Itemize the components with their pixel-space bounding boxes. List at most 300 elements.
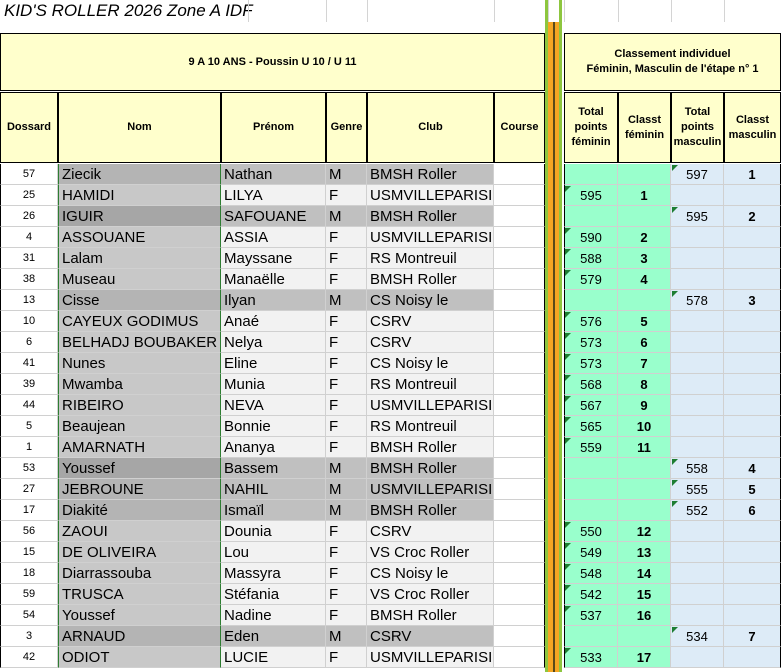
cell-genre[interactable]: F — [326, 374, 367, 395]
cell-classt-masculin[interactable] — [724, 353, 781, 374]
cell-total-feminin[interactable] — [564, 164, 618, 185]
cell-indicator-icon — [565, 438, 571, 444]
cell-prenom[interactable]: LUCIE — [221, 647, 326, 668]
cell-genre[interactable]: M — [326, 164, 367, 185]
cell-course[interactable] — [494, 521, 545, 542]
cell-nom[interactable]: Diakité — [58, 500, 221, 521]
cell-classt-masculin[interactable] — [724, 416, 781, 437]
cell-dossard[interactable]: 10 — [0, 311, 58, 332]
cell-prenom[interactable]: Ilyan — [221, 290, 326, 311]
cell-course[interactable] — [494, 311, 545, 332]
cell-classt-feminin[interactable] — [618, 164, 671, 185]
cell-total-feminin[interactable]: 542 — [564, 584, 618, 605]
cell-club[interactable]: BMSH Roller — [367, 164, 494, 185]
cell-course[interactable] — [494, 353, 545, 374]
cell-genre[interactable]: F — [326, 437, 367, 458]
cell-genre[interactable]: F — [326, 584, 367, 605]
cell-total-feminin[interactable]: 576 — [564, 311, 618, 332]
cell-course[interactable] — [494, 374, 545, 395]
cell-total-masculin[interactable] — [671, 353, 724, 374]
cell-genre[interactable]: F — [326, 227, 367, 248]
cell-indicator-icon — [565, 522, 571, 528]
cell-genre[interactable]: F — [326, 311, 367, 332]
cell-genre[interactable]: F — [326, 542, 367, 563]
cell-total-feminin[interactable] — [564, 626, 618, 647]
cell-course[interactable] — [494, 605, 545, 626]
header-club-text: Club — [418, 121, 443, 133]
cell-classt-masculin[interactable] — [724, 248, 781, 269]
header-genre-text: Genre — [330, 121, 363, 133]
cell-total-masculin[interactable] — [671, 227, 724, 248]
cell-classt-masculin[interactable]: 5 — [724, 479, 781, 500]
cell-nom[interactable]: ARNAUD — [58, 626, 221, 647]
cell-course[interactable] — [494, 185, 545, 206]
header-classt-feminin[interactable] — [618, 92, 671, 163]
cell-total-masculin[interactable]: 595 — [671, 206, 724, 227]
cell-total-feminin[interactable]: 588 — [564, 248, 618, 269]
cell-course[interactable] — [494, 332, 545, 353]
cell-total-masculin[interactable] — [671, 395, 724, 416]
cell-classt-masculin[interactable]: 4 — [724, 458, 781, 479]
cell-course[interactable] — [494, 647, 545, 668]
cell-genre[interactable]: F — [326, 395, 367, 416]
cell-club[interactable]: CSRV — [367, 626, 494, 647]
cell-classt-masculin[interactable]: 3 — [724, 290, 781, 311]
cell-classt-masculin[interactable]: 6 — [724, 500, 781, 521]
cell-total-feminin[interactable]: 579 — [564, 269, 618, 290]
cell-classt-feminin[interactable]: 17 — [618, 647, 671, 668]
cell-club[interactable]: RS Montreuil — [367, 416, 494, 437]
cell-prenom[interactable]: LILYA — [221, 185, 326, 206]
cell-dossard[interactable]: 54 — [0, 605, 58, 626]
cell-prenom[interactable]: Nadine — [221, 605, 326, 626]
cell-nom[interactable]: ASSOUANE — [58, 227, 221, 248]
cell-nom[interactable]: Lalam — [58, 248, 221, 269]
cell-dossard[interactable]: 18 — [0, 563, 58, 584]
header-total-feminin-line: féminin — [571, 136, 611, 148]
cell-nom[interactable]: Cisse — [58, 290, 221, 311]
cell-prenom[interactable]: Bassem — [221, 458, 326, 479]
cell-nom[interactable]: TRUSCA — [58, 584, 221, 605]
cell-genre[interactable]: M — [326, 479, 367, 500]
cell-classt-feminin[interactable] — [618, 206, 671, 227]
cell-total-masculin[interactable]: 558 — [671, 458, 724, 479]
cell-club[interactable]: BMSH Roller — [367, 500, 494, 521]
cell-classt-feminin[interactable]: 14 — [618, 563, 671, 584]
sheet-title[interactable]: KID'S ROLLER 2026 Zone A IDF — [4, 1, 253, 20]
column-separator — [559, 0, 562, 22]
cell-prenom[interactable]: SAFOUANE — [221, 206, 326, 227]
cell-classt-feminin[interactable]: 1 — [618, 185, 671, 206]
cell-classt-masculin[interactable] — [724, 374, 781, 395]
cell-course[interactable] — [494, 416, 545, 437]
cell-club[interactable]: USMVILLEPARISI — [367, 227, 494, 248]
cell-course[interactable] — [494, 164, 545, 185]
cell-indicator-icon — [672, 207, 678, 213]
cell-classt-feminin[interactable]: 4 — [618, 269, 671, 290]
cell-classt-masculin[interactable] — [724, 647, 781, 668]
cell-indicator-icon — [672, 291, 678, 297]
cell-prenom[interactable]: Eden — [221, 626, 326, 647]
cell-dossard[interactable]: 27 — [0, 479, 58, 500]
cell-course[interactable] — [494, 395, 545, 416]
cell-nom[interactable]: CAYEUX GODIMUS — [58, 311, 221, 332]
cell-course[interactable] — [494, 563, 545, 584]
cell-prenom[interactable]: Lou — [221, 542, 326, 563]
cell-classt-feminin[interactable]: 10 — [618, 416, 671, 437]
cell-classt-masculin[interactable] — [724, 563, 781, 584]
cell-classt-masculin[interactable] — [724, 332, 781, 353]
cell-dossard[interactable]: 15 — [0, 542, 58, 563]
cell-nom[interactable]: Nunes — [58, 353, 221, 374]
cell-genre[interactable]: F — [326, 269, 367, 290]
cell-total-feminin[interactable]: 573 — [564, 332, 618, 353]
gridline — [564, 0, 565, 22]
cell-genre[interactable]: M — [326, 290, 367, 311]
cell-total-feminin[interactable]: 549 — [564, 542, 618, 563]
cell-classt-feminin[interactable]: 2 — [618, 227, 671, 248]
cell-classt-masculin[interactable]: 2 — [724, 206, 781, 227]
cell-classt-masculin[interactable] — [724, 542, 781, 563]
cell-total-masculin[interactable] — [671, 311, 724, 332]
cell-classt-feminin[interactable]: 5 — [618, 311, 671, 332]
header-classt-masculin[interactable] — [724, 92, 781, 163]
cell-prenom[interactable]: ASSIA — [221, 227, 326, 248]
cell-club[interactable]: BMSH Roller — [367, 458, 494, 479]
cell-nom[interactable]: Diarrassouba — [58, 563, 221, 584]
gridline — [494, 0, 495, 22]
cell-total-feminin[interactable] — [564, 500, 618, 521]
cell-dossard[interactable]: 1 — [0, 437, 58, 458]
cell-dossard[interactable]: 13 — [0, 290, 58, 311]
cell-classt-masculin[interactable] — [724, 521, 781, 542]
cell-dossard[interactable]: 38 — [0, 269, 58, 290]
cell-indicator-icon — [565, 585, 571, 591]
cell-total-masculin[interactable] — [671, 521, 724, 542]
cell-course[interactable] — [494, 458, 545, 479]
cell-indicator-icon — [565, 333, 571, 339]
cell-club[interactable]: BMSH Roller — [367, 206, 494, 227]
cell-nom[interactable]: JEBROUNE — [58, 479, 221, 500]
cell-indicator-icon — [565, 186, 571, 192]
cell-prenom[interactable]: Massyra — [221, 563, 326, 584]
cell-classt-feminin[interactable]: 8 — [618, 374, 671, 395]
cell-nom[interactable]: Youssef — [58, 458, 221, 479]
cell-club[interactable]: CS Noisy le — [367, 353, 494, 374]
cell-club[interactable]: BMSH Roller — [367, 437, 494, 458]
cell-total-masculin[interactable] — [671, 374, 724, 395]
cell-dossard[interactable]: 42 — [0, 647, 58, 668]
cell-total-masculin[interactable] — [671, 185, 724, 206]
cell-total-feminin[interactable]: 559 — [564, 437, 618, 458]
cell-genre[interactable]: M — [326, 206, 367, 227]
header-total-masculin-line: Total — [684, 106, 711, 118]
gridline — [326, 0, 327, 22]
cell-dossard[interactable]: 26 — [0, 206, 58, 227]
header-classt-feminin-line: féminin — [624, 128, 665, 141]
cell-indicator-icon — [565, 648, 571, 654]
cell-club[interactable]: CSRV — [367, 311, 494, 332]
cell-classt-feminin[interactable] — [618, 626, 671, 647]
cell-prenom[interactable]: Anaé — [221, 311, 326, 332]
cell-prenom[interactable]: NAHIL — [221, 479, 326, 500]
cell-total-masculin[interactable] — [671, 332, 724, 353]
cell-indicator-icon — [672, 501, 678, 507]
cell-nom[interactable]: ODIOT — [58, 647, 221, 668]
cell-prenom[interactable]: NEVA — [221, 395, 326, 416]
cell-club[interactable]: BMSH Roller — [367, 605, 494, 626]
header-classt-masculin-line: masculin — [728, 128, 777, 141]
category-header[interactable] — [0, 33, 545, 91]
cell-total-feminin[interactable] — [564, 458, 618, 479]
cell-total-masculin[interactable] — [671, 437, 724, 458]
cell-genre[interactable]: F — [326, 521, 367, 542]
cell-classt-masculin[interactable] — [724, 395, 781, 416]
cell-total-feminin[interactable] — [564, 206, 618, 227]
cell-course[interactable] — [494, 479, 545, 500]
cell-indicator-icon — [672, 627, 678, 633]
cell-genre[interactable]: M — [326, 500, 367, 521]
cell-dossard[interactable]: 44 — [0, 395, 58, 416]
cell-club[interactable]: CS Noisy le — [367, 563, 494, 584]
gridline — [548, 0, 549, 22]
cell-dossard[interactable]: 25 — [0, 185, 58, 206]
cell-course[interactable] — [494, 269, 545, 290]
header-prenom-text: Prénom — [253, 121, 294, 133]
cell-classt-feminin[interactable]: 16 — [618, 605, 671, 626]
cell-total-feminin[interactable]: 568 — [564, 374, 618, 395]
cell-dossard[interactable]: 57 — [0, 164, 58, 185]
cell-dossard[interactable]: 53 — [0, 458, 58, 479]
cell-dossard[interactable]: 17 — [0, 500, 58, 521]
cell-classt-masculin[interactable] — [724, 269, 781, 290]
cell-prenom[interactable]: Nelya — [221, 332, 326, 353]
cell-dossard[interactable]: 3 — [0, 626, 58, 647]
cell-total-masculin[interactable] — [671, 605, 724, 626]
cell-course[interactable] — [494, 206, 545, 227]
category-header-text: 9 A 10 ANS - Poussin U 10 / U 11 — [188, 55, 357, 68]
ranking-header[interactable] — [564, 33, 781, 91]
cell-genre[interactable]: F — [326, 563, 367, 584]
gridline — [671, 0, 672, 22]
cell-total-masculin[interactable] — [671, 647, 724, 668]
cell-club[interactable]: RS Montreuil — [367, 248, 494, 269]
header-dossard[interactable] — [0, 92, 58, 163]
gridline — [248, 0, 249, 22]
cell-prenom[interactable]: Ananya — [221, 437, 326, 458]
cell-total-feminin[interactable] — [564, 290, 618, 311]
cell-genre[interactable]: F — [326, 332, 367, 353]
cell-genre[interactable]: F — [326, 647, 367, 668]
cell-club[interactable]: CS Noisy le — [367, 290, 494, 311]
cell-genre[interactable]: F — [326, 353, 367, 374]
cell-club[interactable]: VS Croc Roller — [367, 584, 494, 605]
cell-club[interactable]: USMVILLEPARISI — [367, 647, 494, 668]
cell-genre[interactable]: M — [326, 458, 367, 479]
header-genre[interactable] — [326, 92, 367, 163]
cell-prenom[interactable]: Munia — [221, 374, 326, 395]
cell-prenom[interactable]: Eline — [221, 353, 326, 374]
cell-nom[interactable]: Beaujean — [58, 416, 221, 437]
cell-course[interactable] — [494, 626, 545, 647]
header-classt-masculin-line: Classt — [735, 113, 770, 126]
cell-prenom[interactable]: Stéfania — [221, 584, 326, 605]
cell-classt-feminin[interactable] — [618, 458, 671, 479]
cell-club[interactable]: CSRV — [367, 521, 494, 542]
cell-total-masculin[interactable] — [671, 584, 724, 605]
cell-genre[interactable]: F — [326, 185, 367, 206]
cell-classt-feminin[interactable]: 12 — [618, 521, 671, 542]
cell-total-feminin[interactable]: 590 — [564, 227, 618, 248]
cell-classt-masculin[interactable] — [724, 227, 781, 248]
cell-total-masculin[interactable] — [671, 416, 724, 437]
cell-prenom[interactable]: Mayssane — [221, 248, 326, 269]
cell-dossard[interactable]: 41 — [0, 353, 58, 374]
cell-total-feminin[interactable]: 548 — [564, 563, 618, 584]
cell-indicator-icon — [565, 606, 571, 612]
cell-nom[interactable]: Ziecik — [58, 164, 221, 185]
header-total-masculin[interactable] — [671, 92, 724, 163]
header-nom[interactable] — [58, 92, 221, 163]
cell-prenom[interactable]: Nathan — [221, 164, 326, 185]
cell-course[interactable] — [494, 437, 545, 458]
header-total-masculin-line: masculin — [673, 136, 722, 148]
cell-nom[interactable]: HAMIDI — [58, 185, 221, 206]
cell-course[interactable] — [494, 248, 545, 269]
cell-course[interactable] — [494, 584, 545, 605]
cell-club[interactable]: USMVILLEPARISI — [367, 395, 494, 416]
cell-course[interactable] — [494, 500, 545, 521]
cell-club[interactable]: RS Montreuil — [367, 374, 494, 395]
cell-indicator-icon — [672, 459, 678, 465]
cell-total-masculin[interactable] — [671, 542, 724, 563]
cell-prenom[interactable]: Ismaïl — [221, 500, 326, 521]
cell-total-feminin[interactable] — [564, 479, 618, 500]
cell-total-feminin[interactable]: 567 — [564, 395, 618, 416]
cell-classt-masculin[interactable] — [724, 437, 781, 458]
header-total-feminin-line: points — [574, 121, 608, 133]
cell-genre[interactable]: F — [326, 416, 367, 437]
cell-classt-feminin[interactable]: 7 — [618, 353, 671, 374]
header-classt-feminin-line: Classt — [627, 113, 662, 126]
cell-nom[interactable]: AMARNATH — [58, 437, 221, 458]
cell-classt-feminin[interactable] — [618, 500, 671, 521]
cell-dossard[interactable]: 4 — [0, 227, 58, 248]
cell-dossard[interactable]: 56 — [0, 521, 58, 542]
cell-prenom[interactable]: Bonnie — [221, 416, 326, 437]
cell-prenom[interactable]: Dounia — [221, 521, 326, 542]
cell-classt-feminin[interactable]: 11 — [618, 437, 671, 458]
cell-classt-feminin[interactable]: 13 — [618, 542, 671, 563]
cell-classt-feminin[interactable]: 6 — [618, 332, 671, 353]
cell-total-feminin[interactable]: 595 — [564, 185, 618, 206]
cell-classt-masculin[interactable] — [724, 605, 781, 626]
cell-total-masculin[interactable] — [671, 563, 724, 584]
cell-total-masculin[interactable]: 578 — [671, 290, 724, 311]
cell-club[interactable]: BMSH Roller — [367, 269, 494, 290]
cell-classt-masculin[interactable] — [724, 185, 781, 206]
cell-classt-masculin[interactable]: 7 — [724, 626, 781, 647]
cell-indicator-icon — [565, 228, 571, 234]
cell-classt-feminin[interactable] — [618, 290, 671, 311]
cell-classt-masculin[interactable] — [724, 311, 781, 332]
cell-indicator-icon — [565, 396, 571, 402]
cell-classt-feminin[interactable]: 15 — [618, 584, 671, 605]
cell-total-masculin[interactable] — [671, 248, 724, 269]
header-course[interactable] — [494, 92, 545, 163]
gridline — [724, 0, 725, 22]
header-course-text: Course — [500, 121, 539, 133]
cell-nom[interactable]: DE OLIVEIRA — [58, 542, 221, 563]
cell-nom[interactable]: ZAOUI — [58, 521, 221, 542]
ranking-header-line1: Classement individuel — [614, 48, 731, 60]
cell-club[interactable]: USMVILLEPARISI — [367, 479, 494, 500]
cell-total-masculin[interactable]: 552 — [671, 500, 724, 521]
cell-total-feminin[interactable]: 550 — [564, 521, 618, 542]
cell-total-feminin[interactable]: 533 — [564, 647, 618, 668]
gridline — [618, 0, 619, 22]
cell-dossard[interactable]: 5 — [0, 416, 58, 437]
cell-indicator-icon — [565, 354, 571, 360]
cell-total-masculin[interactable]: 597 — [671, 164, 724, 185]
cell-dossard[interactable]: 59 — [0, 584, 58, 605]
header-nom-text: Nom — [127, 121, 152, 133]
cell-club[interactable]: CSRV — [367, 332, 494, 353]
cell-nom[interactable]: RIBEIRO — [58, 395, 221, 416]
cell-course[interactable] — [494, 227, 545, 248]
cell-classt-feminin[interactable]: 3 — [618, 248, 671, 269]
cell-nom[interactable]: Museau — [58, 269, 221, 290]
header-prenom[interactable] — [221, 92, 326, 163]
cell-dossard[interactable]: 31 — [0, 248, 58, 269]
cell-total-masculin[interactable]: 555 — [671, 479, 724, 500]
cell-course[interactable] — [494, 290, 545, 311]
cell-indicator-icon — [565, 543, 571, 549]
cell-indicator-icon — [565, 312, 571, 318]
cell-classt-feminin[interactable] — [618, 479, 671, 500]
cell-course[interactable] — [494, 542, 545, 563]
cell-dossard[interactable]: 39 — [0, 374, 58, 395]
cell-total-feminin[interactable]: 573 — [564, 353, 618, 374]
cell-indicator-icon — [565, 249, 571, 255]
cell-nom[interactable]: Mwamba — [58, 374, 221, 395]
cell-genre[interactable]: F — [326, 605, 367, 626]
cell-prenom[interactable]: Manaëlle — [221, 269, 326, 290]
header-total-masculin-line: points — [681, 121, 714, 133]
ranking-header-line2: Féminin, Masculin de l'étape n° 1 — [586, 63, 759, 75]
cell-genre[interactable]: M — [326, 626, 367, 647]
cell-nom[interactable]: IGUIR — [58, 206, 221, 227]
cell-classt-masculin[interactable]: 1 — [724, 164, 781, 185]
cell-indicator-icon — [565, 375, 571, 381]
header-club[interactable] — [367, 92, 494, 163]
cell-indicator-icon — [672, 480, 678, 486]
header-total-feminin-line: Total — [578, 106, 604, 118]
cell-total-feminin[interactable]: 537 — [564, 605, 618, 626]
cell-classt-masculin[interactable] — [724, 584, 781, 605]
cell-nom[interactable]: BELHADJ BOUBAKER — [58, 332, 221, 353]
cell-total-feminin[interactable]: 565 — [564, 416, 618, 437]
cell-genre[interactable]: F — [326, 248, 367, 269]
cell-total-masculin[interactable]: 534 — [671, 626, 724, 647]
cell-club[interactable]: USMVILLEPARISI — [367, 185, 494, 206]
cell-dossard[interactable]: 6 — [0, 332, 58, 353]
cell-total-masculin[interactable] — [671, 269, 724, 290]
cell-nom[interactable]: Youssef — [58, 605, 221, 626]
header-total-feminin[interactable] — [564, 92, 618, 163]
cell-club[interactable]: VS Croc Roller — [367, 542, 494, 563]
cell-classt-feminin[interactable]: 9 — [618, 395, 671, 416]
